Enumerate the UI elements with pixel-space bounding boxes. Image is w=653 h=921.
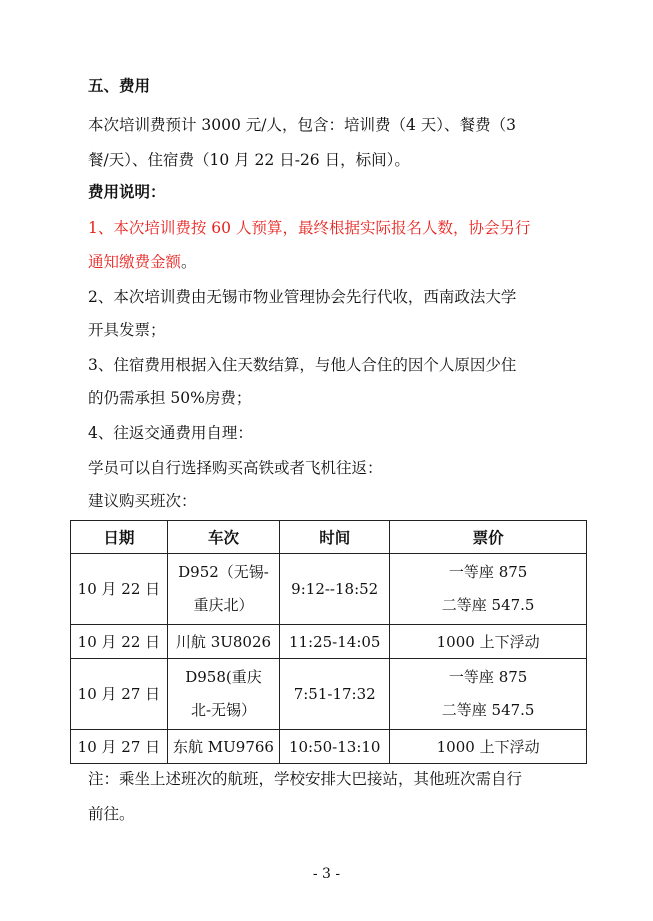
table-header-row (71, 521, 587, 554)
note-item-1-suffix: 。 (181, 253, 197, 271)
note-item-1-line-2 (88, 252, 197, 272)
header-time: 时间 (280, 521, 390, 554)
table-row (71, 659, 587, 730)
cell-price-line: 一等座 875 (448, 668, 528, 686)
cell-train-line: 北-无锡） (190, 701, 257, 719)
header-train: 车次 (167, 521, 279, 554)
intro-line-2: 餐/天）、住宿费（10 月 22 日-26 日，标间）。 (88, 151, 410, 169)
cell-price-line: 二等座 547.5 (441, 701, 535, 719)
cell-time: 9:12--18:52 (280, 554, 390, 625)
cell-price-line: 一等座 875 (448, 563, 528, 581)
cell-time: 10:50-13:10 (280, 730, 390, 764)
cell-price: 1000 上下浮动 (390, 730, 587, 764)
page-number: - 3 - (312, 866, 341, 882)
note-item-3-line-1: 3、住宿费用根据入住天数结算，与他人合住的因个人原因少住 (88, 356, 517, 374)
cell-time: 11:25-14:05 (280, 625, 390, 659)
cell-train-line: D958(重庆 (185, 668, 262, 686)
cell-train: 东航 MU9766 (167, 730, 279, 764)
cell-price (390, 554, 587, 625)
note-choose: 学员可以自行选择购买高铁或者飞机往返： (88, 459, 383, 477)
section-heading: 五、费用 (88, 76, 151, 95)
note-item-2-line-1: 2、本次培训费由无锡市物业管理协会先行代收，西南政法大学 (88, 288, 517, 306)
note-item-4: 4、往返交通费用自理： (88, 424, 253, 442)
cell-date: 10 月 22 日 (71, 554, 168, 625)
schedule-table (70, 520, 587, 764)
note-item-1-red-text: 本次培训费按 60 人预算，最终根据实际报名人数，协会另行 (113, 219, 531, 237)
note-item-1-red-text-2: 通知缴费金额 (88, 253, 182, 271)
cell-train-line: 重庆北） (193, 596, 254, 614)
cell-date: 10 月 22 日 (71, 625, 168, 659)
note-item-1-line-1 (88, 218, 530, 238)
header-price: 票价 (390, 521, 587, 554)
cell-train: 川航 3U8026 (167, 625, 279, 659)
cell-date: 10 月 27 日 (71, 730, 168, 764)
cell-price: 1000 上下浮动 (390, 625, 587, 659)
footer-note-line-1: 注：乘坐上述班次的航班，学校安排大巴接站，其他班次需自行 (88, 770, 523, 788)
cell-train-line: D952（无锡- (178, 563, 269, 581)
cell-price-line: 二等座 547.5 (441, 596, 535, 614)
note-item-1-prefix: 1、 (88, 219, 114, 237)
note-item-3-line-2: 的仍需承担 50%房费； (88, 389, 252, 407)
cell-time: 7:51-17:32 (280, 659, 390, 730)
cell-date: 10 月 27 日 (71, 659, 168, 730)
header-date: 日期 (71, 521, 168, 554)
cell-price (390, 659, 587, 730)
cell-train (167, 554, 279, 625)
table-row (71, 554, 587, 625)
table-row (71, 730, 587, 764)
table-row (71, 625, 587, 659)
note-suggest: 建议购买班次： (88, 492, 197, 510)
note-item-2-line-2: 开具发票； (88, 321, 166, 339)
footer-note-line-2: 前往。 (88, 805, 135, 823)
intro-line-1: 本次培训费预计 3000 元/人，包含：培训费（4 天）、餐费（3 (88, 116, 516, 134)
notes-heading: 费用说明： (88, 182, 166, 201)
cell-train (167, 659, 279, 730)
